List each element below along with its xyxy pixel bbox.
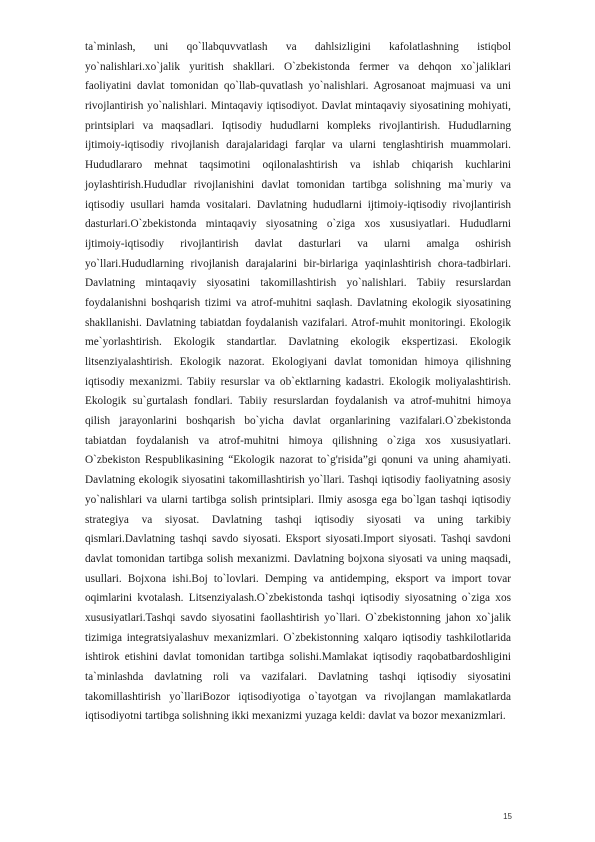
page-number: 15 bbox=[503, 812, 512, 821]
body-paragraph: ta`minlash, uni qo`llabquvvatlash va dahlsizligini kafolatlashning istiqbol yo`nalishlari.xo`jalik yuritish shakllari. O`zbekistonda fermer va dehqon xo`jaliklari faoliyatini davlat tomonidan qo`llab-quvatlash yo`nalishlari. Agrosanoat majmuasi va uni rivojlantirish yo`nalishlari. Mintaqaviy iqtisodiyot. Davlat mintaqaviy siyosatining mohiyati, printsiplari va maqsadlari. Iqtisodiy hududlarni kompleks rivojlantirish. Hududlarning ijtimoiy-iqtisodiy rivojlanish darajalaridagi farqlar va ularni tenglashtirish muammolari. Hududlararo mehnat taqsimotini oqilonalashtirish va ishlab chiqarish kuchlarini joylashtirish.Hududlar rivojlanishini davlat tomonidan tartibga solishning ma`muriy va iqtisodiy usullari hamda vositalari. Davlatning hududlarni ijtimoiy-iqtisodiy rivojlantirish dasturlari.O`zbekistonda mintaqaviy siyosatning o`ziga xos xususiyatlari. Hududlarni ijtimoiy-iqtisodiy rivojlantirish davlat dasturlari va ularni amalga oshirish yo`llari.Hududlarning rivojlanish darajalarini bir-birlariga yaqinlashtirish chora-tadbirlari. Davlatning mintaqaviy siyosatini takomillashtirish yo`nalishlari. Tabiiy resurslardan foydalanishni boshqarish tizimi va atrof-muhitni saqlash. Davlatning ekologik siyosatining shakllanishi. Davlatning tabiatdan foydalanish vazifalari. Atrof-muhit monitoringi. Ekologik me`yorlashtirish. Ekologik standartlar. Davlatning ekologik ekspertizasi. Ekologik litsenziyalashtirish. Ekologik nazorat. Ekologiyani davlat tomonidan himoya qilishning iqtisodiy mexanizmi. Tabiiy resurslar va ob`ektlarning kadastri. Ekologik moliyalashtirish. Ekologik su`gurtalash fondlari. Tabiiy resurslardan foydalanish va atrof-muhitni himoya qilish jarayonlarini boshqarish bo`yicha davlat organlarining vazifalari.O`zbekistonda tabiatdan foydalanish va atrof-muhitni himoya qilishning o`ziga xos xususiyatlari. O`zbekiston Respublikasining “Ekologik nazorat to`g'risida”gi qonuni va uning ahamiyati. Davlatning ekologik siyosatini takomillashtirish yo`llari. Tashqi iqtisodiy faoliyatning asosiy yo`nalishlari va ularni tartibga solish printsiplari. Ilmiy asosga ega bo`lgan tashqi iqtisodiy strategiya va siyosat. Davlatning tashqi iqtisodiy siyosati va uning tarkibiy qismlari.Davlatning tashqi savdo siyosati. Eksport siyosati.Import siyosati. Tashqi savdoni davlat tomonidan tartibga solish mexanizmi. Davlatning bojxona siyosati va uning maqsadi, usullari. Bojxona ishi.Boj to`lovlari. Demping va antidemping, eksport va import tovar oqimlarini kvotalash. Litsenziyalash.O`zbekistonda tashqi iqtisodiy siyosatning o`ziga xos xususiyatlari.Tashqi savdo siyosatini faollashtirish yo`llari. O`zbekistonning jahon xo`jalik tizimiga integratsiyalashuv mexanizmlari. O`zbekistonning xalqaro iqtisodiy tashkilotlarida ishtirok etishini davlat tomonidan tartibga solishi.Mamlakat iqtisodiy raqobatbardoshligini ta`minlashda davlatning roli va vazifalari. Davlatning tashqi iqtisodiy siyosatini takomillashtirish yo`llariBozor iqtisodiyotiga o`tayotgan va rivojlangan mamlakatlarda iqtisodiyotni tartibga solishning ikki mexanizmi yuzaga keldi: davlat va bozor mexanizmlari. bbox=[85, 41, 511, 723]
